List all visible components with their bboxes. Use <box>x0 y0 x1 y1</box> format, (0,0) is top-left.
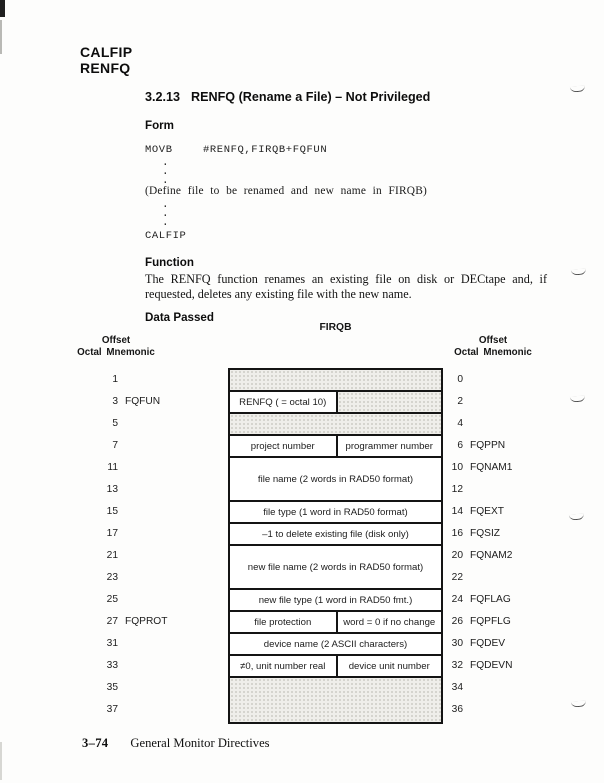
firqb-left-label <box>0 610 227 632</box>
firqb-cell: device name (2 ASCII characters) <box>263 638 408 650</box>
firqb-cell: –1 to delete existing file (disk only) <box>262 528 409 540</box>
scan-artifact-corner <box>0 0 5 17</box>
offset-octal: 23 <box>106 571 118 583</box>
offset-octal: 6 <box>457 439 463 451</box>
firqb-right-label <box>445 478 595 500</box>
firqb-left-label-group <box>0 522 227 544</box>
firqb-right-label-group <box>445 676 595 720</box>
firqb-cell: ≠0, unit number real <box>240 660 326 672</box>
offset-mnemonic: FQFUN <box>125 395 161 407</box>
firqb-row <box>230 590 441 612</box>
firqb-left-label <box>0 412 227 434</box>
offset-octal: 17 <box>106 527 118 539</box>
firqb-left-label-group <box>0 500 227 522</box>
firqb-right-label <box>445 654 595 676</box>
offset-mnemonic: FQNAM1 <box>470 461 513 473</box>
firqb-right-label-group <box>445 390 595 412</box>
form-heading: Form <box>145 119 174 132</box>
offset-octal: 32 <box>451 659 463 671</box>
code-opcode: MOVB <box>145 144 173 156</box>
firqb-right-label-group <box>445 544 595 588</box>
firqb-right-label <box>445 610 595 632</box>
offset-mnemonic: FQPROT <box>125 615 168 627</box>
firqb-row <box>230 458 441 502</box>
firqb-right-label-group <box>445 654 595 676</box>
firqb-left-label <box>0 478 227 500</box>
firqb-right-label <box>445 544 595 566</box>
firqb-left-label <box>0 544 227 566</box>
firqb-right-label-group <box>445 456 595 500</box>
firqb-right-label-group <box>445 368 595 390</box>
firqb-left-label-group <box>0 676 227 720</box>
offset-octal: 25 <box>106 593 118 605</box>
firqb-row <box>230 612 441 634</box>
firqb-row <box>230 524 441 546</box>
code-ellipsis-dot: . <box>162 157 169 169</box>
firqb-left-label-group <box>0 544 227 588</box>
firqb-left-label <box>0 500 227 522</box>
offset-octal: 24 <box>451 593 463 605</box>
offset-mnemonic: FQPFLG <box>470 615 511 627</box>
function-heading: Function <box>145 256 194 269</box>
firqb-left-label <box>0 588 227 610</box>
offset-octal: 5 <box>112 417 118 429</box>
offset-header-right-line1: Offset <box>478 335 508 346</box>
firqb-cell-reserved <box>230 678 441 722</box>
firqb-right-label <box>445 632 595 654</box>
offset-header-left-line2: Octal Mnemonic <box>77 346 155 358</box>
firqb-right-label <box>445 434 595 456</box>
firqb-cell: word = 0 if no change <box>336 612 442 632</box>
scan-artifact-left-edge-bottom <box>0 742 2 780</box>
offset-octal: 37 <box>106 703 118 715</box>
code-ellipsis-dot: . <box>162 175 169 187</box>
firqb-left-label-group <box>0 368 227 390</box>
firqb-row <box>230 436 441 458</box>
firqb-left-label-group <box>0 456 227 500</box>
firqb-right-label <box>445 456 595 478</box>
firqb-right-label <box>445 390 595 412</box>
offset-mnemonic: FQDEVN <box>470 659 513 671</box>
firqb-cell-reserved <box>230 414 441 434</box>
firqb-left-label-group <box>0 610 227 632</box>
offset-octal: 2 <box>457 395 463 407</box>
code-line-movb <box>145 144 327 156</box>
firqb-left-labels <box>0 368 227 720</box>
offset-octal: 15 <box>106 505 118 517</box>
offset-octal: 14 <box>451 505 463 517</box>
offset-header-left-line1: Offset <box>101 335 131 346</box>
firqb-left-label <box>0 566 227 588</box>
firqb-right-label-group <box>445 610 595 632</box>
offset-octal: 16 <box>451 527 463 539</box>
scan-artifact-curl <box>570 85 585 92</box>
firqb-cell: programmer number <box>336 436 442 456</box>
firqb-right-label <box>445 588 595 610</box>
running-head <box>80 44 132 76</box>
firqb-cell: file type (1 word in RAD50 format) <box>263 506 408 518</box>
offset-octal: 3 <box>112 395 118 407</box>
firqb-left-label <box>0 434 227 456</box>
firqb-cell: new file name (2 words in RAD50 format) <box>247 561 424 573</box>
offset-octal: 11 <box>107 461 118 473</box>
offset-octal: 4 <box>457 417 463 429</box>
code-ellipsis-dot: . <box>162 166 169 178</box>
firqb-right-label <box>445 368 595 390</box>
firqb-cell: project number <box>250 440 315 452</box>
firqb-row <box>230 502 441 524</box>
code-line-calfip: CALFIP <box>145 230 187 242</box>
firqb-cell: new file type (1 word in RAD50 fmt.) <box>258 594 413 606</box>
firqb-right-label <box>445 522 595 544</box>
firqb-right-label-group <box>445 500 595 522</box>
function-paragraph: The RENFQ function renames an existing file on disk or DECtape and, if requested, deletes any existing file with the new name. <box>145 272 547 301</box>
firqb-right-label <box>445 698 595 720</box>
offset-octal: 36 <box>451 703 463 715</box>
footer-chapter-title: General Monitor Directives <box>130 736 270 750</box>
offset-octal: 22 <box>451 571 463 583</box>
offset-mnemonic: FQNAM2 <box>470 549 513 561</box>
firqb-row <box>230 414 441 436</box>
firqb-right-label-group <box>445 412 595 434</box>
firqb-right-label-group <box>445 434 595 456</box>
firqb-cell-reserved <box>230 370 441 390</box>
firqb-left-label-group <box>0 632 227 654</box>
code-ellipsis-dot: . <box>162 217 169 229</box>
firqb-cell-reserved <box>336 392 442 412</box>
page-footer <box>82 736 270 751</box>
firqb-left-label <box>0 676 227 698</box>
firqb-left-label <box>0 456 227 478</box>
firqb-left-label-group <box>0 390 227 412</box>
firqb-left-label <box>0 368 227 390</box>
firqb-row <box>230 546 441 590</box>
scan-artifact-left-edge <box>0 20 2 54</box>
section-number: 3.2.13 <box>145 90 181 104</box>
offset-octal: 31 <box>106 637 118 649</box>
firqb-left-label-group <box>0 654 227 676</box>
offset-octal: 26 <box>451 615 463 627</box>
firqb-left-label <box>0 698 227 720</box>
firqb-box <box>228 368 443 724</box>
offset-octal: 27 <box>106 615 118 627</box>
offset-octal: 0 <box>457 373 463 385</box>
offset-header-right <box>438 335 548 358</box>
firqb-right-labels <box>445 368 595 720</box>
firqb-row <box>230 370 441 392</box>
firqb-row <box>230 634 441 656</box>
firqb-right-label <box>445 500 595 522</box>
section-title <box>145 90 430 104</box>
firqb-left-label-group <box>0 588 227 610</box>
firqb-left-label-group <box>0 434 227 456</box>
offset-octal: 20 <box>451 549 463 561</box>
offset-octal: 13 <box>106 483 118 495</box>
offset-octal: 34 <box>451 681 463 693</box>
firqb-right-label-group <box>445 588 595 610</box>
offset-mnemonic: FQFLAG <box>470 593 511 605</box>
offset-octal: 33 <box>106 659 118 671</box>
offset-mnemonic: FQDEV <box>470 637 506 649</box>
code-comment: (Define file to be renamed and new name in FIRQB) <box>145 185 428 197</box>
firqb-left-label <box>0 654 227 676</box>
firqb-cell: RENFQ ( = octal 10) <box>239 396 327 408</box>
running-head-line1: CALFIP <box>80 44 133 60</box>
section-title-text: RENFQ (Rename a File) – Not Privileged <box>191 90 431 104</box>
firqb-cell: device unit number <box>336 656 442 676</box>
code-block <box>145 144 485 246</box>
code-ellipsis-dot: . <box>162 208 169 220</box>
footer-page-number: 3–74 <box>82 736 109 750</box>
data-passed-heading: Data Passed <box>145 311 214 324</box>
firqb-row <box>230 656 441 678</box>
offset-header-left <box>61 335 171 358</box>
firqb-right-label <box>445 412 595 434</box>
scan-artifact-curl <box>571 268 586 275</box>
firqb-left-label <box>0 522 227 544</box>
firqb-right-label-group <box>445 632 595 654</box>
offset-octal: 30 <box>451 637 463 649</box>
offset-octal: 7 <box>112 439 118 451</box>
offset-header-right-line2: Octal Mnemonic <box>454 346 532 358</box>
firqb-left-label <box>0 632 227 654</box>
firqb-right-label <box>445 566 595 588</box>
code-ellipsis-dot: . <box>162 199 169 211</box>
firqb-cell: file protection <box>254 616 312 628</box>
offset-octal: 12 <box>451 483 463 495</box>
offset-octal: 10 <box>451 461 463 473</box>
offset-octal: 21 <box>106 549 118 561</box>
firqb-cell: file name (2 words in RAD50 format) <box>257 473 414 485</box>
offset-mnemonic: FQPPN <box>470 439 506 451</box>
running-head-line2: RENFQ <box>80 60 131 76</box>
firqb-left-label <box>0 390 227 412</box>
firqb-row <box>230 678 441 722</box>
offset-octal: 1 <box>112 373 118 385</box>
offset-mnemonic: FQEXT <box>470 505 504 517</box>
firqb-row <box>230 392 441 414</box>
offset-mnemonic: FQSIZ <box>470 527 500 539</box>
firqb-left-label-group <box>0 412 227 434</box>
firqb-right-label <box>445 676 595 698</box>
firqb-table-title: FIRQB <box>319 322 352 333</box>
offset-octal: 35 <box>106 681 118 693</box>
firqb-right-label-group <box>445 522 595 544</box>
code-operand: #RENFQ,FIRQB+FQFUN <box>203 144 328 156</box>
